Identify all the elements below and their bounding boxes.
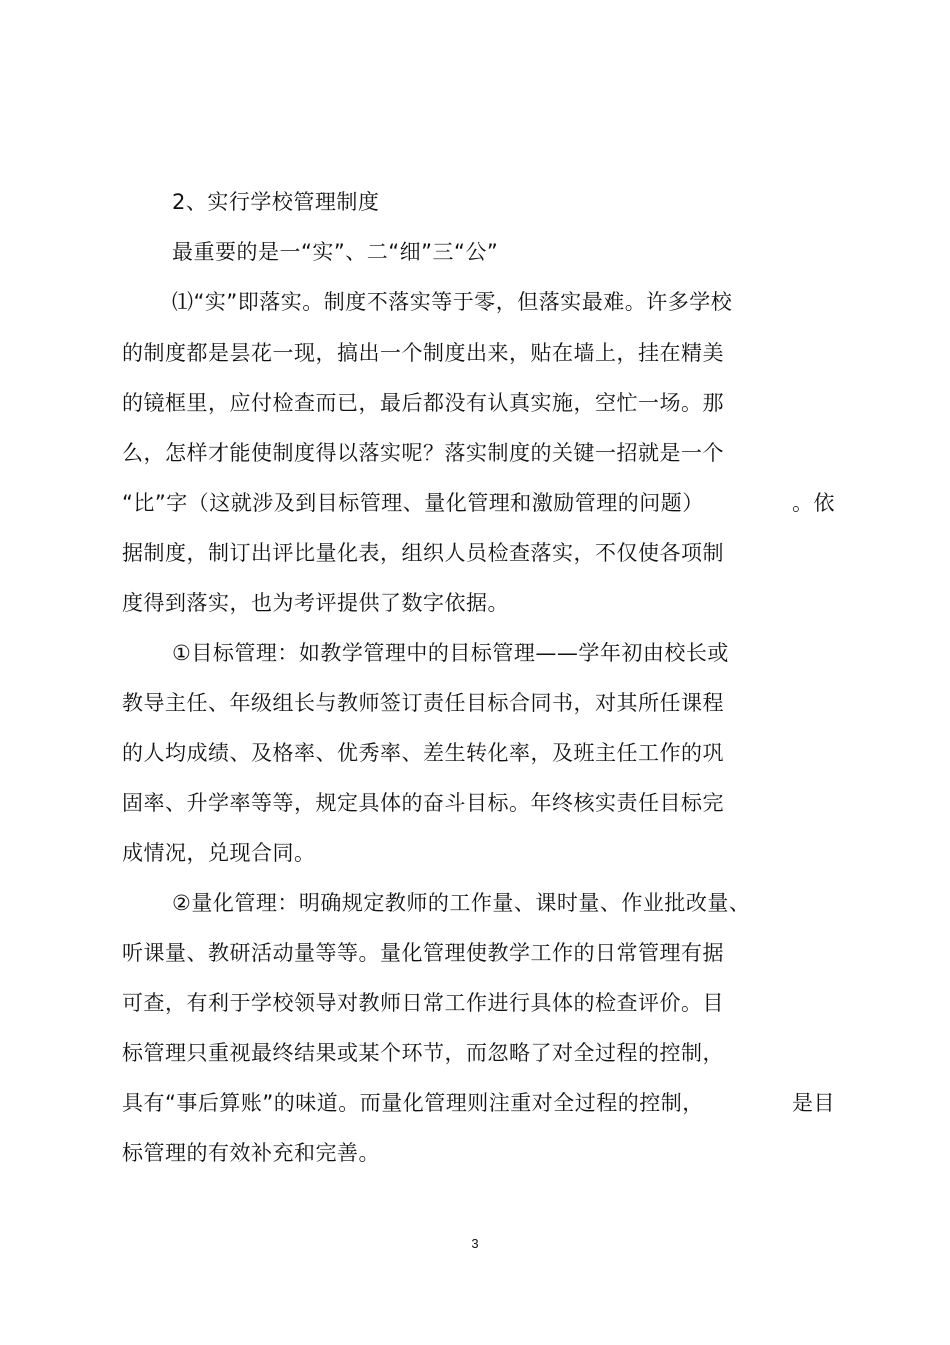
paragraph-line: 度得到落实，也为考评提供了数字依据。: [122, 591, 509, 615]
paragraph-line: “比”字（这就涉及到目标管理、量化管理和激励管理的问题）: [122, 491, 704, 515]
paragraph-line: ②量化管理：明确规定教师的工作量、课时量、作业批改量、: [172, 891, 751, 915]
paragraph-line: 的镜框里，应付检查而已，最后都没有认真实施，空忙一场。那: [122, 391, 724, 415]
paragraph-line: 的制度都是昙花一现，搞出一个制度出来，贴在墙上，挂在精美: [122, 341, 724, 365]
subheading-line: 最重要的是一“实”、二“细”三“公”: [172, 240, 499, 264]
paragraph-line: 成情况，兑现合同。: [122, 841, 316, 865]
paragraph-line: 教导主任、年级组长与教师签订责任目标合同书，对其所任课程: [122, 691, 724, 715]
paragraph-line: 可查，有利于学校领导对教师日常工作进行具体的检查评价。目: [122, 991, 724, 1015]
section-heading: 2、实行学校管理制度: [172, 190, 380, 214]
paragraph-line: 标管理只重视最终结果或某个环节，而忽略了对全过程的控制，: [122, 1041, 724, 1065]
paragraph-line: 固率、升学率等等，规定具体的奋斗目标。年终核实责任目标完: [122, 791, 724, 815]
paragraph-line: 标管理的有效补充和完善。: [122, 1141, 380, 1165]
paragraph-line: ⑴“实”即落实。制度不落实等于零，但落实最难。许多学校: [172, 290, 733, 314]
page-number: 3: [471, 1236, 479, 1251]
paragraph-line: 么，怎样才能使制度得以落实呢？落实制度的关键一招就是一个: [122, 441, 724, 465]
paragraph-line-tail: 。依: [792, 491, 835, 515]
paragraph-line-tail: 是目: [792, 1091, 835, 1115]
paragraph-line: 听课量、教研活动量等等。量化管理使教学工作的日常管理有据: [122, 941, 724, 965]
paragraph-line: 具有“事后算账”的味道。而量化管理则注重对全过程的控制，: [122, 1091, 704, 1115]
paragraph-line: 据制度，制订出评比量化表，组织人员检查落实，不仅使各项制: [122, 541, 724, 565]
paragraph-line: 的人均成绩、及格率、优秀率、差生转化率，及班主任工作的巩: [122, 741, 724, 765]
paragraph-line: ①目标管理：如教学管理中的目标管理——学年初由校长或: [172, 641, 729, 665]
